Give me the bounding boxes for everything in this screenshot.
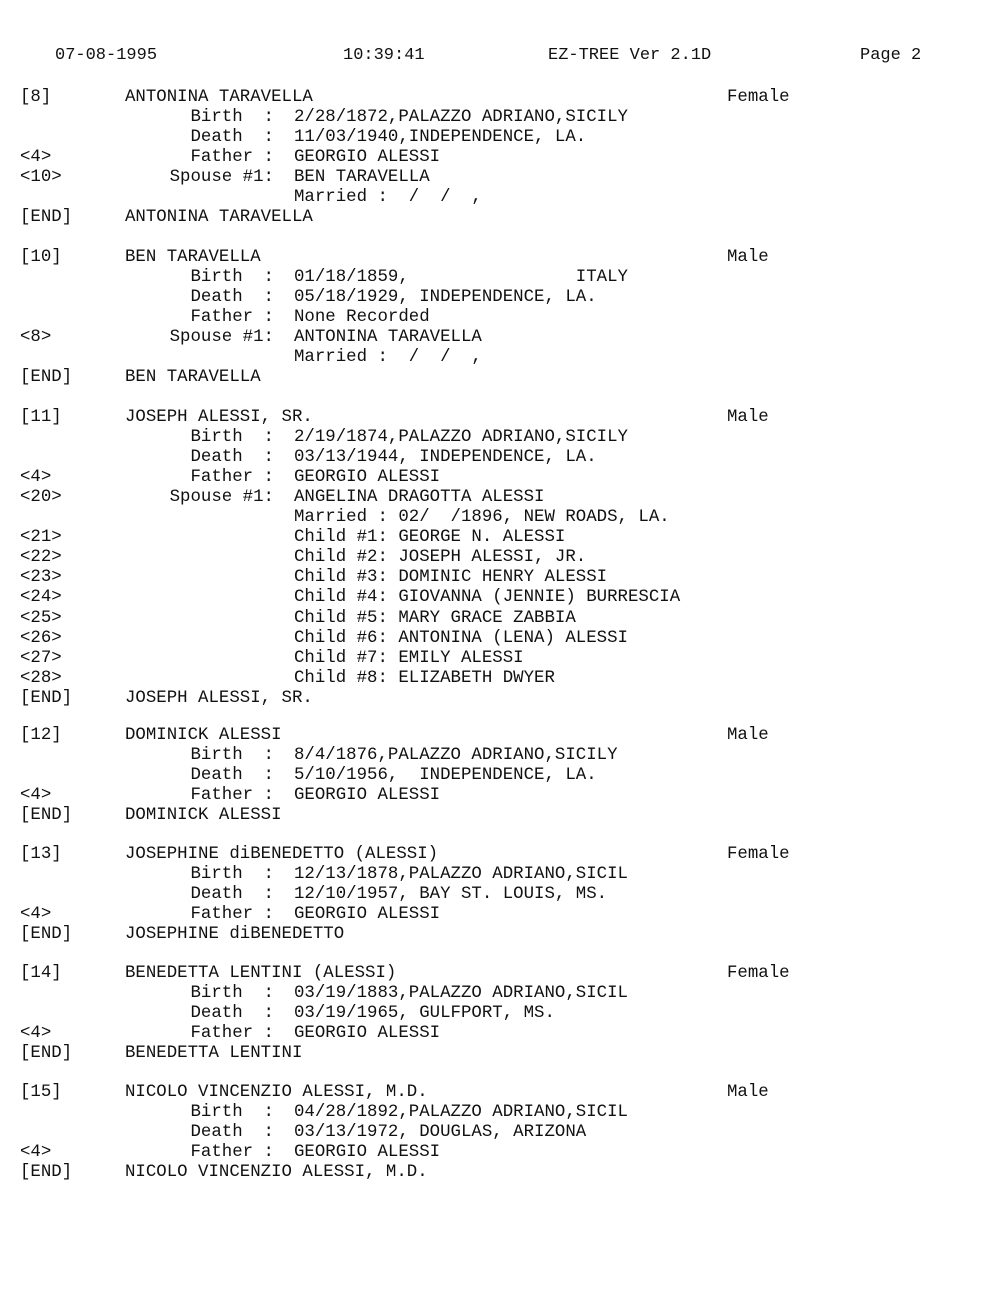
record-line — [0, 468, 992, 488]
record-line — [0, 629, 992, 649]
person-name: ANTONINA TARAVELLA — [125, 88, 313, 107]
end-name: ANTONINA TARAVELLA — [125, 208, 313, 228]
field-label: Birth : — [190, 984, 274, 1004]
field-label: Death : — [190, 1123, 274, 1143]
field-value: Child #6: ANTONINA (LENA) ALESSI — [294, 628, 628, 648]
record-line — [0, 1083, 992, 1103]
page-number: Page 2 — [860, 46, 922, 65]
field-value: 04/28/1892,PALAZZO ADRIANO,SICIL — [294, 1103, 628, 1123]
field-value: Married : / / , — [294, 188, 482, 208]
field-value: 01/18/1859, ITALY — [294, 268, 628, 288]
field-value: 2/28/1872,PALAZZO ADRIANO,SICILY — [294, 108, 628, 128]
field-value: 05/18/1929, INDEPENDENCE, LA. — [294, 288, 597, 308]
link-ref: <23> — [20, 568, 62, 588]
end-marker: [END] — [20, 368, 73, 388]
person-name: BENEDETTA LENTINI (ALESSI) — [125, 964, 397, 983]
record-line — [0, 766, 992, 786]
field-value: ANTONINA TARAVELLA — [294, 328, 482, 348]
field-label: Birth : — [190, 865, 274, 885]
field-value: Child #4: GIOVANNA (JENNIE) BURRESCIA — [294, 588, 681, 608]
link-ref: <24> — [20, 588, 62, 608]
record-line — [0, 746, 992, 766]
end-name: DOMINICK ALESSI — [125, 806, 282, 826]
record-id: [10] — [20, 248, 62, 267]
field-label: Spouse #1: — [169, 328, 274, 348]
field-label: Father : — [190, 308, 274, 328]
field-label: Death : — [190, 766, 274, 786]
end-name: JOSEPHINE diBENEDETTO — [125, 925, 345, 945]
record-line — [0, 268, 992, 288]
link-ref: <4> — [20, 1143, 52, 1163]
field-label: Spouse #1: — [169, 488, 274, 508]
record-line — [0, 609, 992, 629]
record-line — [0, 548, 992, 568]
report-time: 10:39:41 — [343, 46, 425, 65]
record-line — [0, 925, 992, 945]
record-line — [0, 188, 992, 208]
link-ref: <21> — [20, 528, 62, 548]
record-line — [0, 248, 992, 268]
field-value: Married : / / , — [294, 348, 482, 368]
record-id: [11] — [20, 408, 62, 427]
link-ref: <4> — [20, 786, 52, 806]
field-value: 03/13/1944, INDEPENDENCE, LA. — [294, 448, 597, 468]
field-value: Child #8: ELIZABETH DWYER — [294, 668, 555, 688]
field-label: Father : — [190, 148, 274, 168]
field-value: 5/10/1956, INDEPENDENCE, LA. — [294, 766, 597, 786]
end-marker: [END] — [20, 688, 73, 708]
link-ref: <10> — [20, 168, 62, 188]
record-line — [0, 1163, 992, 1183]
record-line — [0, 1123, 992, 1143]
record-line — [0, 1004, 992, 1024]
person-name: DOMINICK ALESSI — [125, 726, 282, 745]
record-line — [0, 669, 992, 689]
field-label: Father : — [190, 468, 274, 488]
field-label: Birth : — [190, 746, 274, 766]
link-ref: <25> — [20, 608, 62, 628]
record-id: [15] — [20, 1083, 62, 1102]
end-name: JOSEPH ALESSI, SR. — [125, 688, 313, 708]
record-line — [0, 786, 992, 806]
record-line — [0, 649, 992, 669]
record-line — [0, 905, 992, 925]
record-line — [0, 88, 992, 108]
record-line — [0, 1024, 992, 1044]
field-value: Child #2: JOSEPH ALESSI, JR. — [294, 548, 587, 568]
record-line — [0, 806, 992, 826]
field-value: GEORGIO ALESSI — [294, 1143, 441, 1163]
record-line — [0, 448, 992, 468]
field-label: Death : — [190, 288, 274, 308]
field-label: Birth : — [190, 108, 274, 128]
record-line — [0, 508, 992, 528]
field-value: Child #3: DOMINIC HENRY ALESSI — [294, 568, 608, 588]
person-name: NICOLO VINCENZIO ALESSI, M.D. — [125, 1083, 428, 1102]
record-line — [0, 328, 992, 348]
end-marker: [END] — [20, 1044, 73, 1064]
record-line — [0, 588, 992, 608]
field-label: Birth : — [190, 268, 274, 288]
field-label: Birth : — [190, 1103, 274, 1123]
field-label: Death : — [190, 128, 274, 148]
gender: Male — [727, 1083, 769, 1102]
record-line — [0, 885, 992, 905]
link-ref: <4> — [20, 148, 52, 168]
field-label: Death : — [190, 885, 274, 905]
field-value: 11/03/1940,INDEPENDENCE, LA. — [294, 128, 587, 148]
end-marker: [END] — [20, 806, 73, 826]
record-id: [8] — [20, 88, 52, 107]
field-label: Death : — [190, 448, 274, 468]
field-value: GEORGIO ALESSI — [294, 148, 441, 168]
end-name: BENEDETTA LENTINI — [125, 1044, 303, 1064]
field-value: 03/13/1972, DOUGLAS, ARIZONA — [294, 1123, 587, 1143]
field-label: Death : — [190, 1004, 274, 1024]
record-id: [13] — [20, 845, 62, 864]
record-line — [0, 984, 992, 1004]
record-line — [0, 288, 992, 308]
end-marker: [END] — [20, 1163, 73, 1183]
link-ref: <4> — [20, 1024, 52, 1044]
record-line — [0, 368, 992, 388]
record-line — [0, 408, 992, 428]
field-label: Father : — [190, 1143, 274, 1163]
field-value: GEORGIO ALESSI — [294, 786, 441, 806]
record-line — [0, 865, 992, 885]
link-ref: <26> — [20, 628, 62, 648]
field-value: 12/10/1957, BAY ST. LOUIS, MS. — [294, 885, 608, 905]
record-line — [0, 488, 992, 508]
record-line — [0, 528, 992, 548]
field-label: Spouse #1: — [169, 168, 274, 188]
link-ref: <4> — [20, 905, 52, 925]
link-ref: <28> — [20, 668, 62, 688]
record-line — [0, 108, 992, 128]
gender: Female — [727, 88, 790, 107]
link-ref: <27> — [20, 648, 62, 668]
gender: Female — [727, 845, 790, 864]
field-value: 2/19/1874,PALAZZO ADRIANO,SICILY — [294, 428, 628, 448]
record-line — [0, 148, 992, 168]
record-line — [0, 1103, 992, 1123]
person-name: BEN TARAVELLA — [125, 248, 261, 267]
field-value: Married : 02/ /1896, NEW ROADS, LA. — [294, 508, 670, 528]
record-line — [0, 428, 992, 448]
field-label: Birth : — [190, 428, 274, 448]
field-value: Child #1: GEORGE N. ALESSI — [294, 528, 566, 548]
record-line — [0, 128, 992, 148]
end-marker: [END] — [20, 208, 73, 228]
record-line — [0, 308, 992, 328]
record-line — [0, 845, 992, 865]
record-line — [0, 168, 992, 188]
field-value: 03/19/1965, GULFPORT, MS. — [294, 1004, 555, 1024]
record-id: [12] — [20, 726, 62, 745]
field-value: Child #7: EMILY ALESSI — [294, 648, 524, 668]
gender: Male — [727, 408, 769, 427]
field-value: ANGELINA DRAGOTTA ALESSI — [294, 488, 545, 508]
field-value: GEORGIO ALESSI — [294, 1024, 441, 1044]
record-line — [0, 1143, 992, 1163]
gender: Male — [727, 248, 769, 267]
field-label: Father : — [190, 905, 274, 925]
field-value: 8/4/1876,PALAZZO ADRIANO,SICILY — [294, 746, 618, 766]
record-line — [0, 726, 992, 746]
link-ref: <22> — [20, 548, 62, 568]
record-line — [0, 964, 992, 984]
field-value: GEORGIO ALESSI — [294, 468, 441, 488]
record-line — [0, 568, 992, 588]
field-value: BEN TARAVELLA — [294, 168, 430, 188]
record-line — [0, 1044, 992, 1064]
field-value: Child #5: MARY GRACE ZABBIA — [294, 608, 576, 628]
end-name: NICOLO VINCENZIO ALESSI, M.D. — [125, 1163, 428, 1183]
end-name: BEN TARAVELLA — [125, 368, 261, 388]
field-value: GEORGIO ALESSI — [294, 905, 441, 925]
end-marker: [END] — [20, 925, 73, 945]
field-label: Father : — [190, 786, 274, 806]
gender: Female — [727, 964, 790, 983]
field-value: 12/13/1878,PALAZZO ADRIANO,SICIL — [294, 865, 628, 885]
person-name: JOSEPH ALESSI, SR. — [125, 408, 313, 427]
link-ref: <4> — [20, 468, 52, 488]
record-line — [0, 348, 992, 368]
field-value: None Recorded — [294, 308, 430, 328]
report-date: 07-08-1995 — [55, 46, 158, 65]
field-value: 03/19/1883,PALAZZO ADRIANO,SICIL — [294, 984, 628, 1004]
record-line — [0, 689, 992, 709]
record-line — [0, 208, 992, 228]
field-label: Father : — [190, 1024, 274, 1044]
link-ref: <8> — [20, 328, 52, 348]
record-id: [14] — [20, 964, 62, 983]
link-ref: <20> — [20, 488, 62, 508]
person-name: JOSEPHINE diBENEDETTO (ALESSI) — [125, 845, 439, 864]
gender: Male — [727, 726, 769, 745]
program-version: EZ-TREE Ver 2.1D — [548, 46, 712, 65]
